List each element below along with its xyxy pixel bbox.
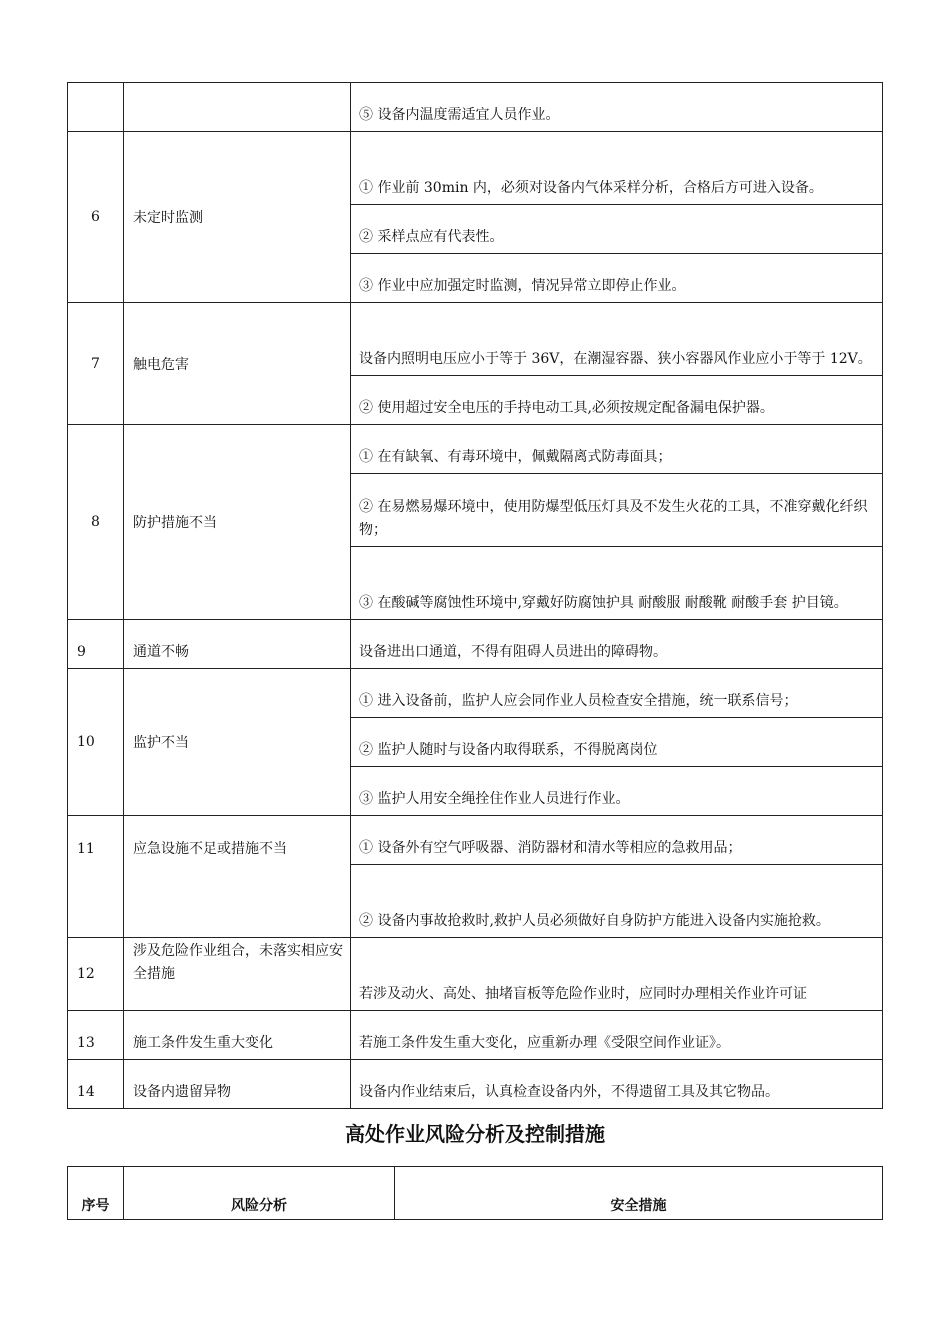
measure-cell [351, 425, 883, 474]
measure-text: ① 进入设备前，监护人应会同作业人员检查安全措施，统一联系信号； [359, 693, 798, 709]
measure-cell [351, 254, 883, 303]
table-row [68, 132, 883, 205]
header-safety-measures: 安全措施 [395, 1167, 883, 1220]
measure-cell [351, 132, 883, 205]
table-row [68, 620, 883, 669]
table-row [68, 1060, 883, 1109]
risk-name: 触电危害 [124, 303, 351, 425]
table-row [68, 938, 883, 1011]
measure-cell [351, 718, 883, 767]
measure-cell [351, 865, 883, 938]
measure-cell [351, 474, 883, 547]
risk-name: 通道不畅 [124, 620, 351, 669]
measure-cell [351, 83, 883, 132]
height-work-header-table [67, 1166, 883, 1220]
risk-name: 设备内遗留异物 [124, 1060, 351, 1109]
table-header-row [68, 1167, 883, 1220]
measure-cell [351, 767, 883, 816]
measure-cell [351, 205, 883, 254]
risk-name: 涉及危险作业组合，未落实相应安全措施 [124, 938, 351, 1011]
risk-number: 7 [68, 303, 124, 425]
measure-text: ① 设备外有空气呼吸器、消防器材和清水等相应的急救用品； [359, 840, 742, 856]
measure-cell [351, 1060, 883, 1109]
measure-text: ① 在有缺氧、有毒环境中，佩戴隔离式防毒面具； [359, 449, 672, 465]
section-title: 高处作业风险分析及控制措施 [345, 1122, 605, 1146]
measure-text: ⑤ 设备内温度需适宜人员作业。 [359, 107, 560, 123]
measure-text: ③ 监护人用安全绳拴住作业人员进行作业。 [359, 791, 630, 807]
risk-number: 6 [68, 132, 124, 303]
measure-cell [351, 303, 883, 376]
measure-text: ③ 在酸碱等腐蚀性环境中,穿戴好防腐蚀护具 耐酸服 耐酸靴 耐酸手套 护目镜。 [359, 595, 848, 611]
measure-cell [351, 1011, 883, 1060]
measure-cell [351, 669, 883, 718]
risk-name: 应急设施不足或措施不当 [124, 816, 351, 938]
measure-cell [351, 547, 883, 620]
measure-cell [351, 376, 883, 425]
confined-space-risk-table [67, 82, 883, 1109]
risk-name: 监护不当 [124, 669, 351, 816]
measure-text: ① 作业前 30min 内，必须对设备内气体采样分析，合格后方可进入设备。 [359, 180, 823, 196]
measure-text: ② 在易燃易爆环境中，使用防爆型低压灯具及不发生火花的工具，不准穿戴化纤织物； [359, 499, 868, 538]
measure-text: ② 监护人随时与设备内取得联系，不得脱离岗位 [359, 742, 658, 758]
measure-text: ② 使用超过安全电压的手持电动工具,必须按规定配备漏电保护器。 [359, 400, 774, 416]
measure-text: 若施工条件发生重大变化，应重新办理《受限空间作业证》。 [359, 1035, 730, 1051]
table-row [68, 425, 883, 474]
table-row [68, 83, 883, 132]
risk-name: 施工条件发生重大变化 [124, 1011, 351, 1060]
header-risk-analysis: 风险分析 [124, 1167, 395, 1220]
measure-text: ② 设备内事故抢救时,救护人员必须做好自身防护方能进入设备内实施抢救。 [359, 913, 830, 929]
risk-number: 10 [68, 669, 124, 816]
risk-number: 11 [68, 816, 124, 938]
risk-number: 12 [68, 938, 124, 1011]
measure-text: 设备内作业结束后，认真检查设备内外，不得遗留工具及其它物品。 [359, 1084, 779, 1100]
risk-name: 未定时监测 [124, 132, 351, 303]
risk-name: 防护措施不当 [124, 425, 351, 620]
risk-number: 8 [68, 425, 124, 620]
measure-text: ② 采样点应有代表性。 [359, 229, 504, 245]
measure-cell [351, 620, 883, 669]
measure-cell [351, 938, 883, 1011]
table-row [68, 816, 883, 865]
risk-number: 9 [68, 620, 124, 669]
table-row [68, 303, 883, 376]
risk-name [124, 83, 351, 132]
table-row [68, 1011, 883, 1060]
risk-number [68, 83, 124, 132]
measure-cell [351, 816, 883, 865]
header-number: 序号 [68, 1167, 124, 1220]
measure-text: 若涉及动火、高处、抽堵盲板等危险作业时，应同时办理相关作业许可证 [359, 986, 807, 1002]
measure-text: 设备进出口通道，不得有阻碍人员进出的障碍物。 [359, 644, 667, 660]
risk-number: 13 [68, 1011, 124, 1060]
measure-text: 设备内照明电压应小于等于 36V，在潮湿容器、狭小容器风作业应小于等于 12V。 [359, 351, 872, 367]
table-row [68, 669, 883, 718]
measure-text: ③ 作业中应加强定时监测，情况异常立即停止作业。 [359, 278, 686, 294]
risk-number: 14 [68, 1060, 124, 1109]
